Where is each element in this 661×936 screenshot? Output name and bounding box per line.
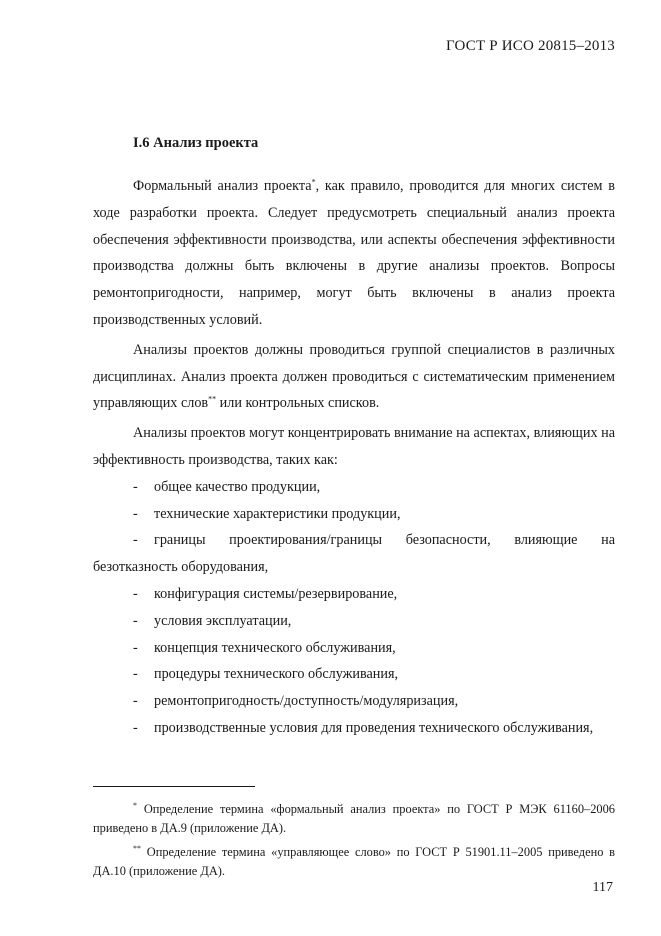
list-item — [93, 608, 615, 635]
dash-bullet: - — [133, 719, 138, 736]
list-item-text: общее качество продукции, — [154, 478, 321, 495]
dash-bullet: - — [133, 505, 138, 522]
list-item-text: границы проектирования/границы безопасности, влияющие на безотказность оборудования, — [93, 532, 615, 576]
paragraph-2 — [93, 337, 615, 417]
footnote-2-mark: ** — [133, 843, 141, 853]
page-number: 117 — [592, 880, 613, 895]
list-item — [93, 715, 615, 742]
list-item-text: процедуры технического обслуживания, — [154, 666, 399, 683]
paragraph-2-part-a: Анализы проектов должны проводиться группой специалистов в различных дисциплинах. Анализ проекта должен проводиться с систематическим применением управляющих слов — [93, 341, 615, 412]
dash-bullet: - — [133, 639, 138, 656]
paragraph-2-part-b: или контрольных списков. — [216, 395, 380, 412]
footnote-ref-1: * — [311, 177, 316, 187]
dash-bullet: - — [133, 612, 138, 629]
paragraph-1 — [93, 173, 615, 334]
footnote-ref-2: ** — [208, 394, 217, 404]
dash-bullet: - — [133, 532, 138, 549]
paragraph-3: Анализы проектов могут концентрировать внимание на аспектах, влияющих на эффективность производства, таких как: — [93, 425, 615, 468]
list-item-text: конфигурация системы/резервирование, — [154, 585, 398, 602]
dash-bullet: - — [133, 666, 138, 683]
footnote-2 — [93, 843, 615, 880]
standard-header: ГОСТ Р ИСО 20815–2013 — [446, 38, 615, 54]
list-item-text: технические характеристики продукции, — [154, 505, 401, 522]
dash-bullet: - — [133, 478, 138, 495]
paragraph-1-part-b: , как правило, проводится для многих систем в ходе разработки проекта. Следует предусмотреть специальный анализ проекта обеспечения эффективности производства, или аспекты обеспечения эффективности производства должны быть включены в другие анализы проектов. Вопросы ремонтопригодности, например, могут быть включены в анализ проекта производственных условий. — [93, 178, 616, 328]
footnote-1 — [93, 800, 615, 837]
footnote-2-text: Определение термина «управляющее слово» по ГОСТ Р 51901.11–2005 приведено в ДА.10 (приложение ДА). — [93, 845, 615, 878]
body-text — [93, 173, 615, 742]
list-item — [93, 501, 615, 528]
paragraph-1-part-a: Формальный анализ проекта — [133, 178, 312, 194]
dash-bullet: - — [133, 585, 138, 602]
list-item — [93, 474, 615, 501]
footnote-1-mark: * — [133, 800, 137, 810]
dash-bullet: - — [133, 693, 138, 710]
list-item — [93, 688, 615, 715]
footnotes — [93, 800, 615, 886]
aspects-list — [93, 474, 615, 742]
list-item-text: ремонтопригодность/доступность/модуляризация, — [154, 693, 459, 710]
list-item-text: условия эксплуатации, — [154, 612, 292, 629]
list-item — [93, 527, 615, 581]
list-item — [93, 635, 615, 662]
list-item-text: концепция технического обслуживания, — [154, 639, 396, 656]
list-item-text: производственные условия для проведения технического обслуживания, — [154, 719, 594, 736]
list-item — [93, 661, 615, 688]
footnote-1-text: Определение термина «формальный анализ проекта» по ГОСТ Р МЭК 61160–2006 приведено в ДА.9 (приложение ДА). — [93, 802, 615, 835]
list-item — [93, 581, 615, 608]
section-heading: I.6 Анализ проекта — [133, 135, 259, 151]
footnote-divider — [93, 786, 255, 787]
